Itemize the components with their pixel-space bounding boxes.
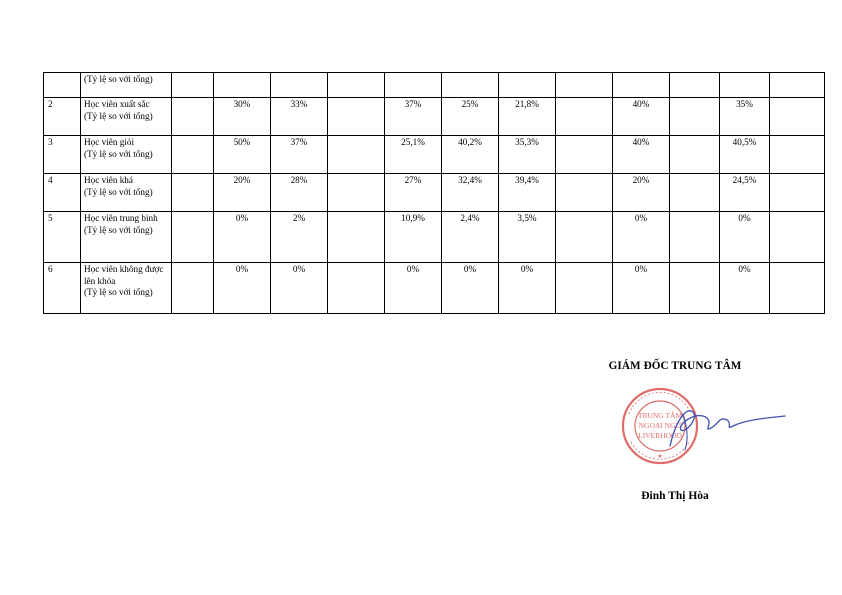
table-row bbox=[44, 98, 825, 136]
value-cell: 35,3% bbox=[499, 136, 556, 174]
value-cell: 0% bbox=[214, 212, 271, 263]
value-cell: 0% bbox=[613, 212, 670, 263]
value-cell: 0% bbox=[271, 263, 328, 314]
value-cell: 0% bbox=[613, 263, 670, 314]
svg-text:LIVERHOOD: LIVERHOOD bbox=[638, 431, 682, 440]
svg-text:NGOẠI NGỮ: NGOẠI NGỮ bbox=[638, 421, 682, 430]
value-cell: 25,1% bbox=[385, 136, 442, 174]
table-row bbox=[44, 136, 825, 174]
value-cell bbox=[328, 212, 385, 263]
value-cell bbox=[670, 212, 720, 263]
row-number-cell: 2 bbox=[44, 98, 81, 136]
value-cell bbox=[770, 136, 825, 174]
value-cell bbox=[172, 212, 214, 263]
criterion-cell: Học viên không được lên khóa (Tỷ lệ so với tổng) bbox=[81, 263, 172, 314]
value-cell: 39,4% bbox=[499, 174, 556, 212]
value-cell bbox=[770, 98, 825, 136]
criterion-cell: Học viên trung bình (Tỷ lệ so với tổng) bbox=[81, 212, 172, 263]
criterion-cell: (Tỷ lệ so với tổng) bbox=[81, 73, 172, 98]
results-table-body bbox=[44, 73, 825, 314]
table-row bbox=[44, 73, 825, 98]
value-cell: 33% bbox=[271, 98, 328, 136]
value-cell: 32,4% bbox=[442, 174, 499, 212]
value-cell: 30% bbox=[214, 98, 271, 136]
criterion-cell: Học viên khá (Tỷ lệ so với tổng) bbox=[81, 174, 172, 212]
value-cell bbox=[556, 174, 613, 212]
row-number-cell: 4 bbox=[44, 174, 81, 212]
value-cell bbox=[670, 263, 720, 314]
table-row bbox=[44, 263, 825, 314]
value-cell: 10,9% bbox=[385, 212, 442, 263]
svg-text:★: ★ bbox=[657, 454, 663, 460]
value-cell: 35% bbox=[720, 98, 770, 136]
director-title: GIÁM ĐỐC TRUNG TÂM bbox=[608, 360, 742, 372]
value-cell: 0% bbox=[214, 263, 271, 314]
value-cell: 40% bbox=[613, 136, 670, 174]
value-cell: 40% bbox=[613, 98, 670, 136]
value-cell bbox=[556, 263, 613, 314]
value-cell bbox=[770, 73, 825, 98]
value-cell bbox=[556, 73, 613, 98]
value-cell: 28% bbox=[271, 174, 328, 212]
value-cell bbox=[172, 98, 214, 136]
value-cell bbox=[214, 73, 271, 98]
value-cell bbox=[442, 73, 499, 98]
value-cell: 25% bbox=[442, 98, 499, 136]
value-cell: 37% bbox=[385, 98, 442, 136]
value-cell bbox=[556, 98, 613, 136]
value-cell bbox=[328, 174, 385, 212]
official-seal-and-signature bbox=[615, 384, 790, 474]
results-table bbox=[43, 72, 825, 314]
value-cell bbox=[613, 73, 670, 98]
value-cell bbox=[271, 73, 328, 98]
value-cell bbox=[172, 174, 214, 212]
value-cell bbox=[328, 98, 385, 136]
value-cell bbox=[556, 212, 613, 263]
row-number-cell bbox=[44, 73, 81, 98]
value-cell: 0% bbox=[385, 263, 442, 314]
row-number-cell: 5 bbox=[44, 212, 81, 263]
value-cell bbox=[670, 98, 720, 136]
value-cell bbox=[770, 263, 825, 314]
value-cell bbox=[499, 73, 556, 98]
value-cell: 0% bbox=[720, 212, 770, 263]
value-cell bbox=[328, 73, 385, 98]
value-cell bbox=[720, 73, 770, 98]
value-cell bbox=[670, 136, 720, 174]
criterion-cell: Học viên giỏi (Tỷ lệ so với tổng) bbox=[81, 136, 172, 174]
value-cell bbox=[385, 73, 442, 98]
value-cell: 2,4% bbox=[442, 212, 499, 263]
value-cell bbox=[172, 136, 214, 174]
value-cell bbox=[328, 136, 385, 174]
value-cell bbox=[556, 136, 613, 174]
value-cell bbox=[172, 73, 214, 98]
svg-text:TRUNG TÂM: TRUNG TÂM bbox=[637, 411, 683, 420]
value-cell bbox=[328, 263, 385, 314]
value-cell bbox=[670, 73, 720, 98]
table-row bbox=[44, 212, 825, 263]
value-cell: 37% bbox=[271, 136, 328, 174]
value-cell: 24,5% bbox=[720, 174, 770, 212]
signer-name: Đinh Thị Hòa bbox=[641, 490, 709, 502]
value-cell: 40,2% bbox=[442, 136, 499, 174]
value-cell bbox=[770, 174, 825, 212]
value-cell bbox=[172, 263, 214, 314]
value-cell: 40,5% bbox=[720, 136, 770, 174]
value-cell: 0% bbox=[442, 263, 499, 314]
value-cell: 0% bbox=[499, 263, 556, 314]
value-cell bbox=[670, 174, 720, 212]
value-cell: 20% bbox=[613, 174, 670, 212]
value-cell: 2% bbox=[271, 212, 328, 263]
row-number-cell: 6 bbox=[44, 263, 81, 314]
row-number-cell: 3 bbox=[44, 136, 81, 174]
value-cell: 20% bbox=[214, 174, 271, 212]
value-cell: 50% bbox=[214, 136, 271, 174]
value-cell: 21,8% bbox=[499, 98, 556, 136]
value-cell bbox=[770, 212, 825, 263]
value-cell: 27% bbox=[385, 174, 442, 212]
criterion-cell: Học viên xuất sắc (Tỷ lệ so với tổng) bbox=[81, 98, 172, 136]
handwritten-signature bbox=[670, 411, 785, 450]
value-cell: 0% bbox=[720, 263, 770, 314]
value-cell: 3,5% bbox=[499, 212, 556, 263]
table-row bbox=[44, 174, 825, 212]
